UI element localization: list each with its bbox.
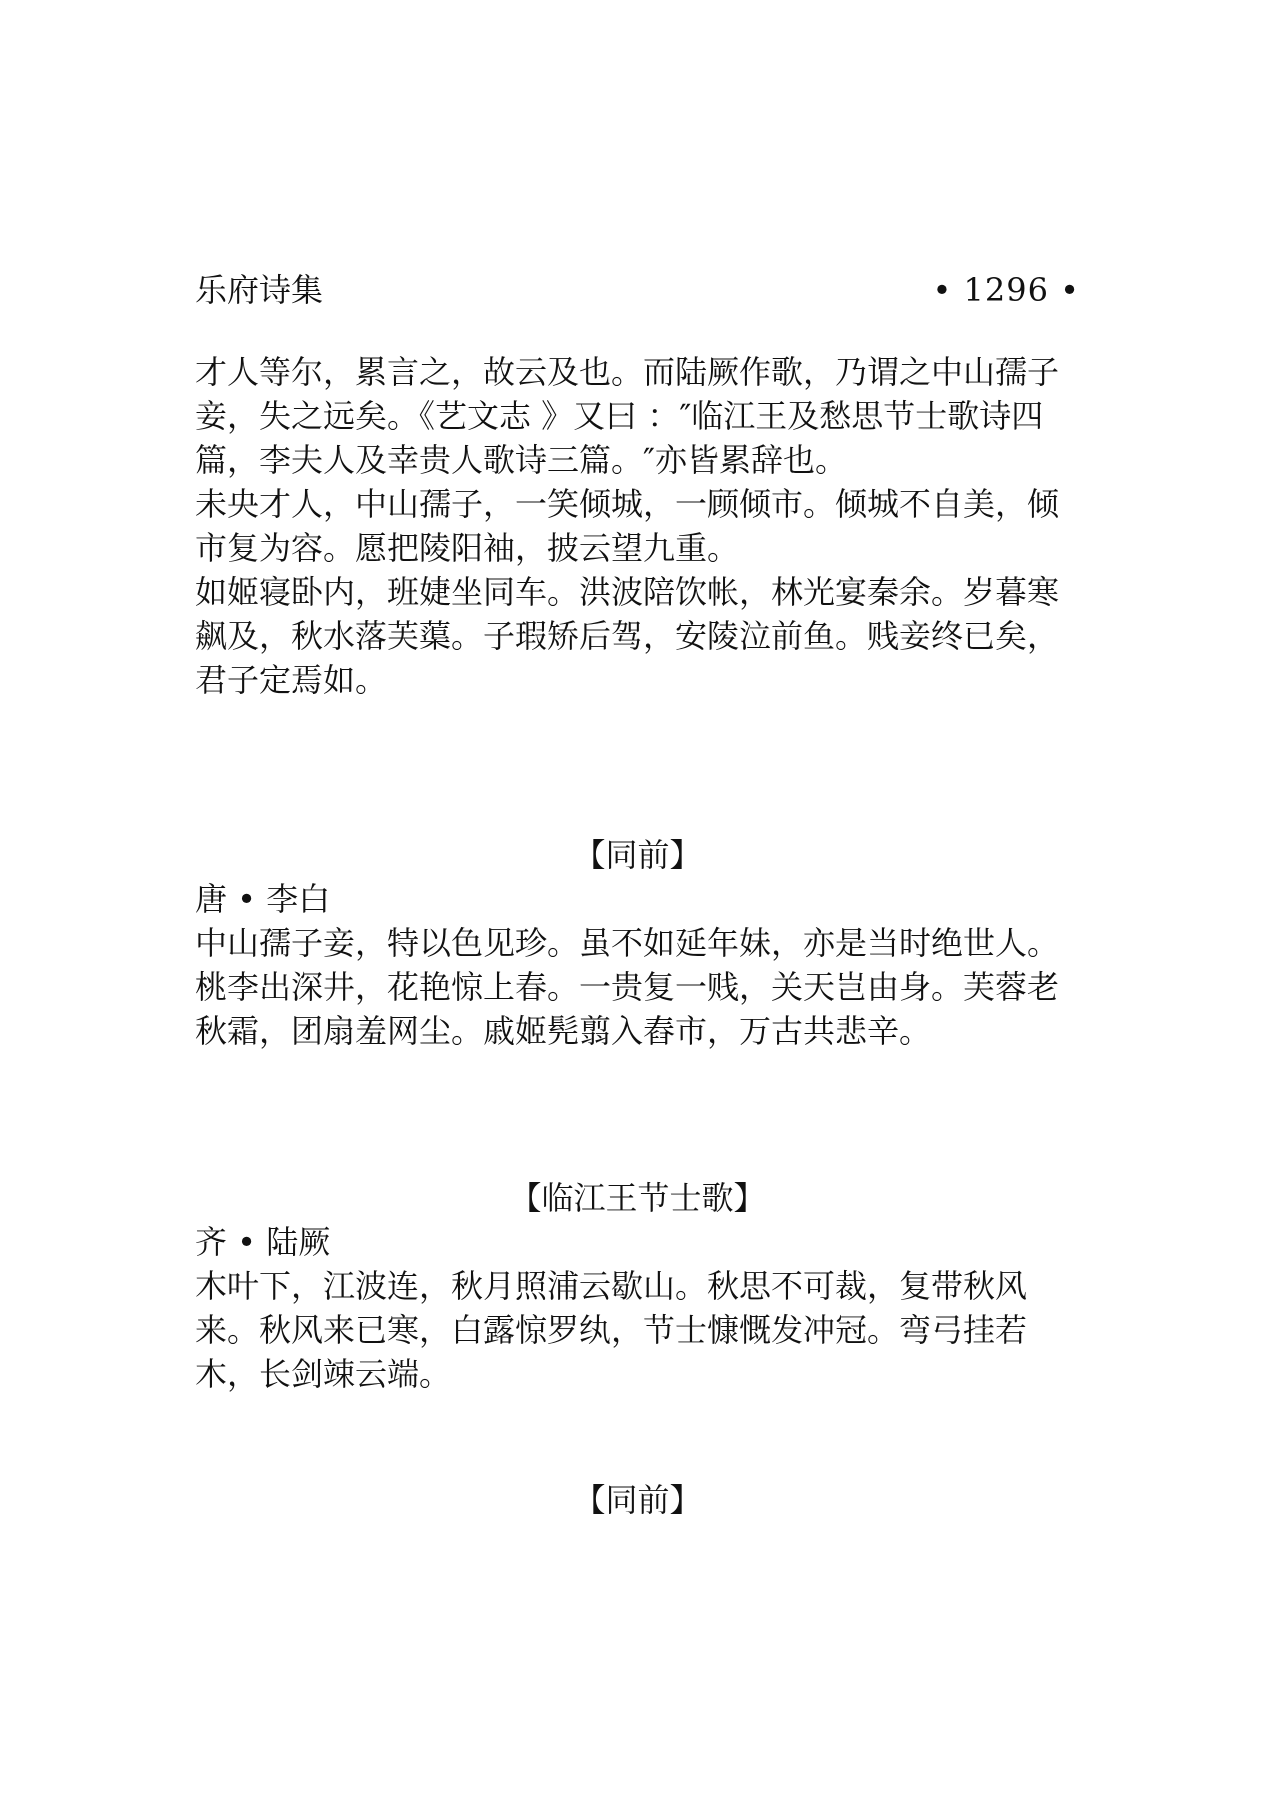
paragraph: 才人等尔，累言之，故云及也。而陆厥作歌，乃谓之中山孺子妾，失之远矣。《艺文志 》又曰 ：″临江王及愁思节士歌诗四篇，李夫人及幸贵人歌诗三篇。″亦皆累辞也。 <box>195 353 1060 479</box>
poem-paragraph: 未央才人，中山孺子，一笑倾城，一顾倾市。倾城不自美，倾市复为容。愿把陵阳袖，披云望九重。 <box>195 485 1060 567</box>
author-line: 齐 • 陆厥 <box>195 1223 331 1261</box>
section-title: 【同前】 <box>573 1481 702 1519</box>
poem-paragraph: 如姬寝卧内，班婕坐同车。洪波陪饮帐，林光宴秦余。岁暮寒飙及，秋水落芙蕖。子瑕矫后驾，安陵泣前鱼。贱妾终已矣，君子定焉如。 <box>195 573 1060 699</box>
section-title: 【临江王节士歌】 <box>509 1179 766 1217</box>
poem-paragraph: 木叶下，江波连，秋月照浦云歇山。秋思不可裁，复带秋风来。秋风来已寒，白露惊罗纨，节士慷慨发冲冠。弯弓挂若木，长剑竦云端。 <box>195 1267 1028 1393</box>
book-title: 乐府诗集 <box>195 271 324 309</box>
section-body <box>195 877 1090 1053</box>
author-line: 唐 • 李白 <box>195 880 331 918</box>
page-number: • 1296 • <box>932 271 1080 309</box>
section-title: 【同前】 <box>573 836 702 874</box>
poem-paragraph: 中山孺子妾，特以色见珍。虽不如延年妹，亦是当时绝世人。桃李出深井，花艳惊上春。一贵复一贱，关天岂由身。芙蓉老秋霜，团扇羞网尘。戚姬髡翦入舂市，万古共悲辛。 <box>195 924 1060 1050</box>
intro-text <box>195 350 1090 702</box>
page-header <box>195 268 1080 312</box>
section-body <box>195 1220 1090 1396</box>
